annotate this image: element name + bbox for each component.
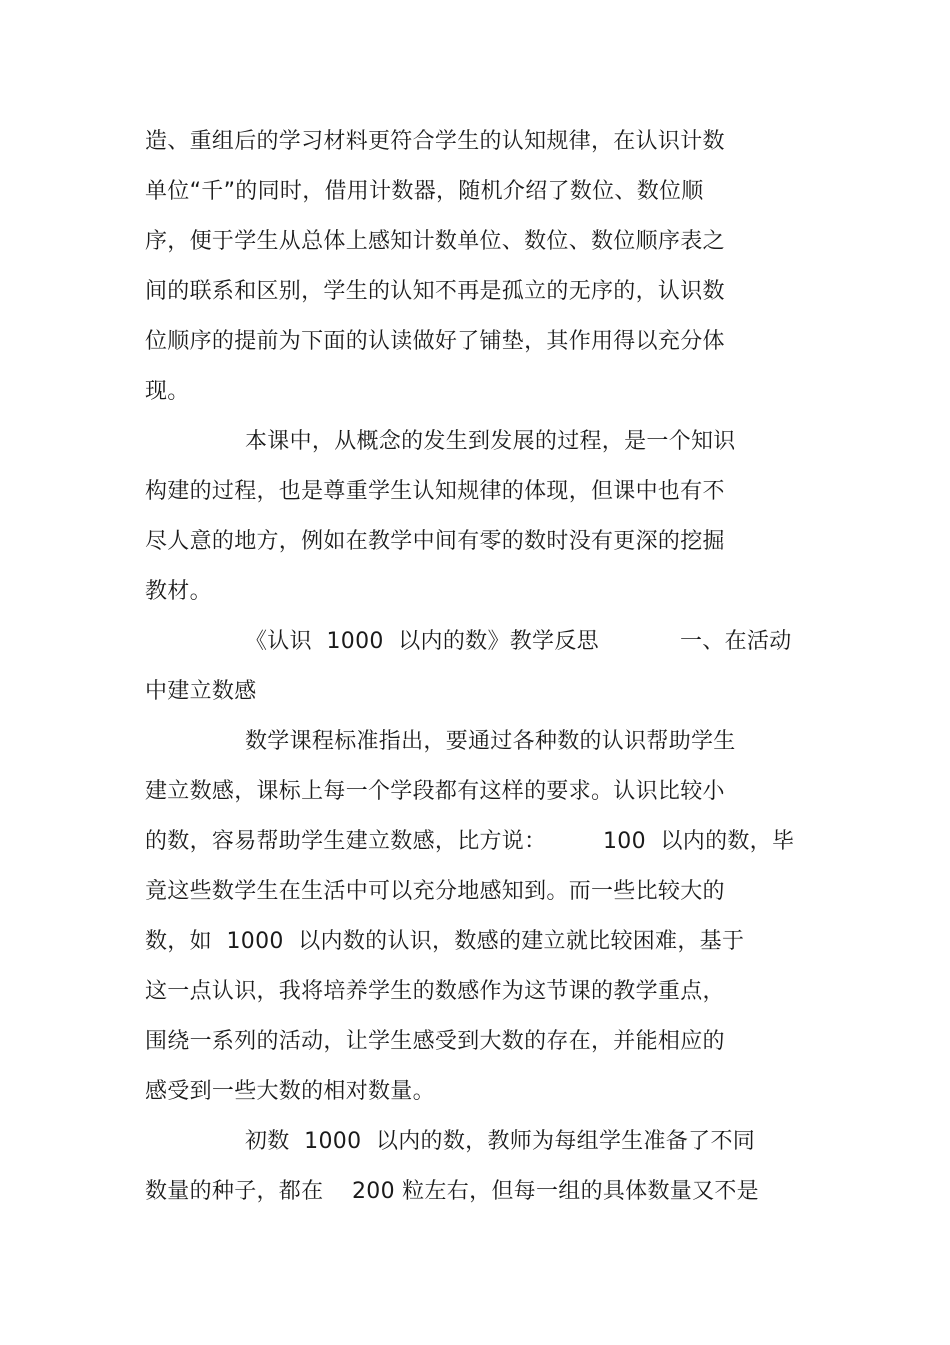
text-line: 造、重组后的学习材料更符合学生的认知规律，在认识计数 — [145, 129, 725, 154]
text-line: 围绕一系列的活动，让学生感受到大数的存在，并能相应的 — [145, 1029, 725, 1054]
text-line: 教材。 — [145, 579, 212, 604]
paragraph-start-line: 初数 1000 以内的数，教师为每组学生准备了不同 — [245, 1129, 756, 1154]
text-line: 数，如 1000 以内数的认识，数感的建立就比较困难，基于 — [145, 929, 745, 954]
paragraph-start-line: 本课中，从概念的发生到发展的过程，是一个知识 — [245, 429, 736, 454]
text-line: 序，便于学生从总体上感知计数单位、数位、数位顺序表之 — [145, 229, 725, 254]
text-line: 建立数感，课标上每一个学段都有这样的要求。认识比较小 — [145, 779, 725, 804]
section-heading-continuation: 中建立数感 — [145, 679, 257, 704]
text-line: 尽人意的地方，例如在教学中间有零的数时没有更深的挖掘 — [145, 529, 725, 554]
text-line: 感受到一些大数的相对数量。 — [145, 1079, 435, 1104]
text-line: 构建的过程，也是尊重学生认知规律的体现，但课中也有不 — [145, 479, 725, 504]
text-line-fragment: 200 粒左右，但每一组的具体数量又不是 — [352, 1179, 759, 1204]
text-line: 间的联系和区别，学生的认知不再是孤立的无序的，认识数 — [145, 279, 725, 304]
text-line: 位顺序的提前为下面的认读做好了铺垫，其作用得以充分体 — [145, 329, 725, 354]
text-line-fragment: 100 以内的数，毕 — [603, 829, 795, 854]
text-line: 现。 — [145, 379, 190, 404]
paragraph-start-line: 数学课程标准指出，要通过各种数的认识帮助学生 — [245, 729, 736, 754]
text-line: 数量的种子，都在 — [145, 1179, 324, 1204]
text-line: 竟这些数学生在生活中可以充分地感知到。而一些比较大的 — [145, 879, 725, 904]
text-line: 这一点认识，我将培养学生的数感作为这节课的教学重点， — [145, 979, 725, 1004]
section-heading-part: 一、在活动 — [680, 629, 792, 654]
section-title: 《认识 1000 以内的数》教学反思 — [245, 629, 599, 654]
text-line: 单位“千”的同时，借用计数器，随机介绍了数位、数位顺 — [145, 179, 704, 204]
text-line: 的数，容易帮助学生建立数感，比方说： — [145, 829, 547, 854]
